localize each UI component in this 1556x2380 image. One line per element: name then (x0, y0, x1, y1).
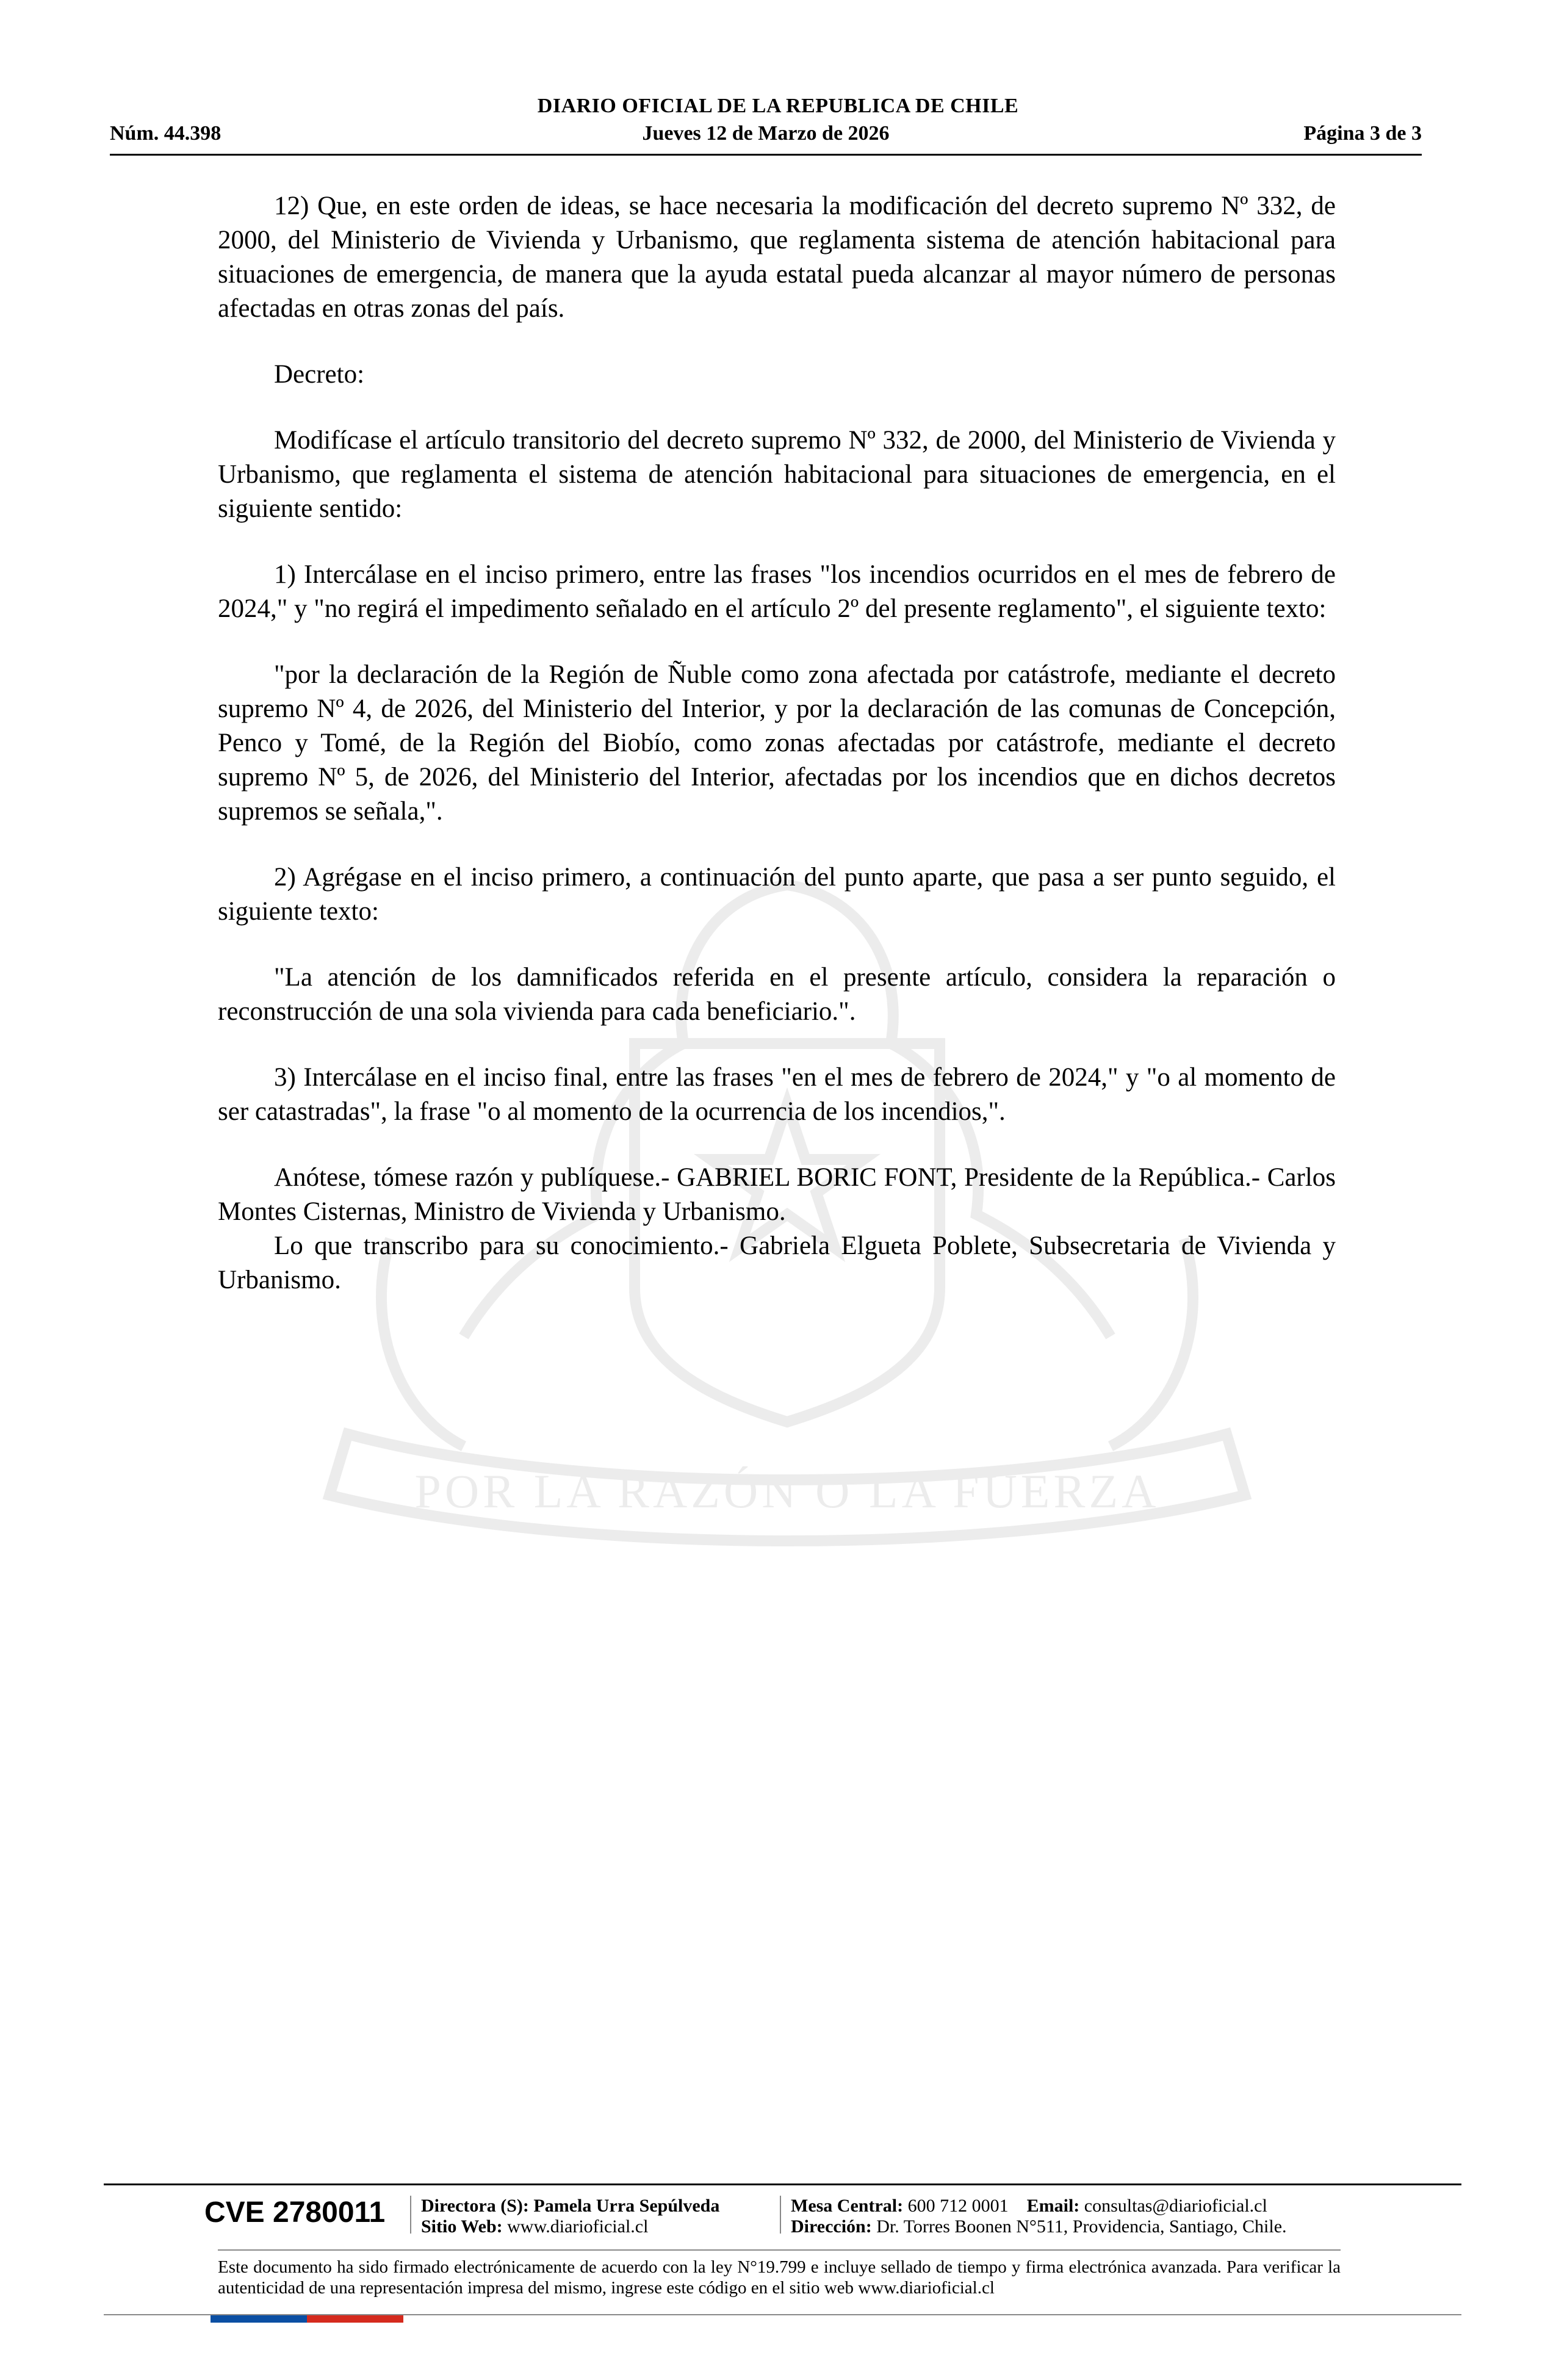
director-label: Directora (S): (421, 2196, 529, 2216)
cve-code: CVE 2780011 (204, 2196, 386, 2229)
paragraph-modificase: Modifícase el artículo transitorio del decreto supremo Nº 332, de 2000, del Ministerio de Vivienda y Urbanismo, que reglamenta el sistema de atención habitacional para situaciones de emergencia, en el siguiente sentido: (218, 426, 1336, 523)
issue-number: Núm. 44.398 (110, 122, 222, 145)
issue-date: Jueves 12 de Marzo de 2026 (642, 122, 890, 145)
address-text: Dr. Torres Boonen N°511, Providencia, Santiago, Chile. (876, 2216, 1287, 2237)
footer-separator (780, 2196, 781, 2234)
paragraph-item-1: 1) Intercálase en el inciso primero, entre las frases "los incendios ocurridos en el mes de febrero de 2024," y "no regirá el impedimento señalado en el artículo 2º del presente reglamento", el siguiente texto: (218, 560, 1336, 623)
footer-contact-info (791, 2196, 1287, 2237)
director-name: Pamela Urra Sepúlveda (533, 2196, 720, 2216)
paragraph-item-3: 3) Intercálase en el inciso final, entre las frases "en el mes de febrero de 2024," y "o al momento de ser catastradas", la frase "o al momento de la ocurrencia de los incendios,". (218, 1063, 1336, 1126)
email-link[interactable]: consultas@diarioficial.cl (1084, 2196, 1267, 2216)
footer-directory-info (421, 2196, 719, 2237)
header-divider (110, 154, 1422, 156)
electronic-signature-note: Este documento ha sido firmado electrónicamente de acuerdo con la ley N°19.799 e incluye sellado de tiempo y firma electrónica avanzada. Para verificar la autenticidad de una representación impresa del mismo, ingrese este código en el sitio web www.diarioficial.cl (218, 2257, 1341, 2298)
flag-stripe-red (307, 2315, 403, 2323)
email-label: Email: (1026, 2196, 1080, 2216)
footer-separator (410, 2196, 411, 2234)
phone-label: Mesa Central: (791, 2196, 904, 2216)
paragraph-decreto: Decreto: (274, 360, 365, 389)
paragraph-considerando-12: 12) Que, en este orden de ideas, se hace necesaria la modificación del decreto supremo Nº 332, de 2000, del Ministerio de Vivienda y Urbanismo, que reglamenta sistema de atención habitacional para situaciones de emergencia, de manera que la ayuda estatal pueda alcanzar al mayor número de personas afectadas en otras zonas del país. (218, 192, 1336, 323)
phone-number: 600 712 0001 (907, 2196, 1009, 2216)
website-link[interactable]: www.diarioficial.cl (507, 2216, 649, 2237)
footer-divider-middle (218, 2249, 1341, 2251)
paragraph-item-2: 2) Agrégase en el inciso primero, a continuación del punto aparte, que pasa a ser punto seguido, el siguiente texto: (218, 863, 1336, 926)
watermark-motto: POR LA RAZÓN O LA FUERZA (414, 1465, 1160, 1518)
gazette-title: DIARIO OFICIAL DE LA REPUBLICA DE CHILE (537, 95, 1019, 117)
paragraph-item-2-text: "La atención de los damnificados referida en el presente artículo, considera la reparación o reconstrucción de una sola vivienda para cada beneficiario.". (218, 963, 1336, 1026)
paragraph-transcription: Lo que transcribo para su conocimiento.- Gabriela Elgueta Poblete, Subsecretaria de Vivienda y Urbanismo. (218, 1231, 1336, 1294)
document-body (218, 189, 1336, 1297)
page-indicator: Página 3 de 3 (1303, 122, 1422, 145)
paragraph-item-1-text: "por la declaración de la Región de Ñuble como zona afectada por catástrofe, mediante el decreto supremo Nº 4, de 2026, del Ministerio del Interior, y por la declaración de las comunas de Concepción, Penco y Tomé, de la Región del Biobío, como zonas afectadas por catástrofe, mediante el decreto supremo Nº 5, de 2026, del Ministerio del Interior, afectadas por los incendios que en dichos decretos supremos se señala,". (218, 660, 1336, 826)
footer-divider-top (104, 2183, 1461, 2185)
website-label: Sitio Web: (421, 2216, 503, 2237)
paragraph-signature: Anótese, tómese razón y publíquese.- GABRIEL BORIC FONT, Presidente de la República.- Carlos Montes Cisternas, Ministro de Vivienda y Urbanismo. (218, 1163, 1336, 1226)
header-row (110, 122, 1422, 149)
address-label: Dirección: (791, 2216, 872, 2237)
flag-stripe-blue (211, 2315, 307, 2323)
